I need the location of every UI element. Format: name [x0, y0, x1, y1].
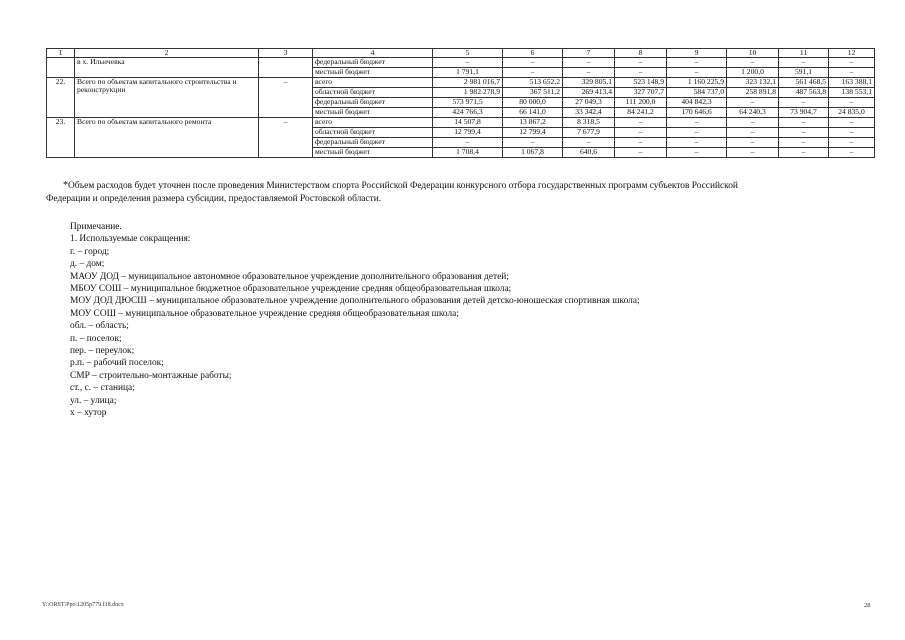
table-header-cell: 8 — [615, 49, 667, 58]
table-header-cell: 3 — [259, 49, 313, 58]
value-cell: 1 982 278,9 — [433, 88, 503, 98]
value-cell: 24 835,0 — [829, 108, 875, 118]
abbreviation-item: обл. – область; — [70, 321, 129, 332]
value-cell: – — [667, 58, 727, 68]
row-number: 22. — [47, 78, 75, 118]
value-cell: 404 842,3 — [667, 98, 727, 108]
value-cell: – — [667, 148, 727, 158]
value-cell: 64 240,3 — [727, 108, 779, 118]
value-cell: – — [829, 118, 875, 128]
table-row — [47, 58, 875, 68]
value-cell: 14 507,8 — [433, 118, 503, 128]
budget-type: местный бюджет — [313, 108, 433, 118]
footer-file-path: Y:\ORST\Ppo\1205p779.f18.docx — [42, 602, 124, 608]
value-cell: 269 413,4 — [563, 88, 615, 98]
value-cell: – — [615, 138, 667, 148]
table-header-cell: 2 — [75, 49, 259, 58]
table-row — [47, 118, 875, 128]
abbreviation-item: пер. – переулок; — [70, 346, 135, 357]
value-cell: 323 132,1 — [727, 78, 779, 88]
abbreviation-item: д. – дом; — [70, 259, 105, 270]
value-cell: – — [563, 58, 615, 68]
value-cell: – — [829, 128, 875, 138]
abbreviation-item: СМР – строительно-монтажные работы; — [70, 370, 232, 381]
value-cell: – — [503, 58, 563, 68]
table-header-cell: 11 — [779, 49, 829, 58]
notes-title: Примечание. — [70, 222, 122, 232]
value-cell: – — [779, 138, 829, 148]
value-cell: 138 553,1 — [829, 88, 875, 98]
value-cell: 8 318,5 — [563, 118, 615, 128]
value-cell: 513 652,2 — [503, 78, 563, 88]
table-row — [47, 78, 875, 88]
value-cell: – — [829, 58, 875, 68]
value-cell: – — [433, 138, 503, 148]
value-cell: 367 511,2 — [503, 88, 563, 98]
abbreviation-item: МОУ ДОД ДЮСШ – муниципальное образовательное учреждение дополнительного образования детей детско-юношеская спортивная школа; — [70, 296, 640, 307]
value-cell: 523 148,9 — [615, 78, 667, 88]
budget-type: федеральный бюджет — [313, 98, 433, 108]
budget-type: областной бюджет — [313, 88, 433, 98]
value-cell: – — [779, 128, 829, 138]
abbreviation-item: МОУ СОШ – муниципальное образовательное учреждение средняя общеобразовательная школа; — [70, 308, 459, 319]
abbreviation-item: МАОУ ДОД – муниципальное автономное образовательное учреждение дополнительного образования детей; — [70, 271, 509, 282]
col3-value: – — [259, 118, 313, 158]
value-cell: – — [667, 128, 727, 138]
value-cell: 84 241,2 — [615, 108, 667, 118]
value-cell: 80 000,0 — [503, 98, 563, 108]
value-cell: 13 867,2 — [503, 118, 563, 128]
budget-type: областной бюджет — [313, 128, 433, 138]
value-cell: – — [615, 148, 667, 158]
footnote-line-2: Федерации и определения размера субсидии, предоставляемой Ростовской области. — [46, 194, 382, 204]
table-header-cell: 12 — [829, 49, 875, 58]
value-cell: – — [667, 68, 727, 78]
value-cell: 66 141,0 — [503, 108, 563, 118]
value-cell: – — [727, 98, 779, 108]
row-number — [47, 58, 75, 78]
table-header-cell: 5 — [433, 49, 503, 58]
value-cell: 1 708,4 — [433, 148, 503, 158]
value-cell: 33 342,4 — [563, 108, 615, 118]
value-cell: 73 904,7 — [779, 108, 829, 118]
table-header-cell: 10 — [727, 49, 779, 58]
value-cell: 1 067,8 — [503, 148, 563, 158]
value-cell: – — [563, 138, 615, 148]
abbreviation-item: ул. – улица; — [70, 395, 117, 406]
value-cell: – — [727, 128, 779, 138]
value-cell: 640,6 — [563, 148, 615, 158]
budget-type: местный бюджет — [313, 148, 433, 158]
value-cell: 573 971,5 — [433, 98, 503, 108]
value-cell: – — [615, 118, 667, 128]
value-cell: 111 200,0 — [615, 98, 667, 108]
value-cell: 1 160 225,9 — [667, 78, 727, 88]
value-cell: 7 677,9 — [563, 128, 615, 138]
value-cell: 1 791,1 — [433, 68, 503, 78]
notes-subtitle: 1. Используемые сокращения: — [70, 234, 191, 245]
value-cell: – — [779, 58, 829, 68]
value-cell: 12 799,4 — [503, 128, 563, 138]
value-cell: – — [829, 138, 875, 148]
budget-type: федеральный бюджет — [313, 58, 433, 68]
table-header-cell: 6 — [503, 49, 563, 58]
table-header-row — [47, 49, 875, 58]
abbreviation-item: р.п. – рабочий поселок; — [70, 358, 164, 369]
table-header-cell: 9 — [667, 49, 727, 58]
abbreviation-item: г. – город; — [70, 246, 110, 257]
value-cell: 424 766,3 — [433, 108, 503, 118]
value-cell: – — [503, 138, 563, 148]
abbreviation-item: МБОУ СОШ – муниципальное бюджетное образовательное учреждение средняя общеобразовательная школа; — [70, 284, 512, 295]
budget-table — [46, 48, 875, 158]
value-cell: 1 200,0 — [727, 68, 779, 78]
value-cell: – — [615, 58, 667, 68]
value-cell: – — [727, 118, 779, 128]
value-cell: – — [779, 148, 829, 158]
object-name: в х. Ильичевка — [75, 58, 259, 78]
value-cell: – — [667, 138, 727, 148]
budget-type: всего — [313, 118, 433, 128]
value-cell: – — [727, 148, 779, 158]
value-cell: – — [615, 68, 667, 78]
value-cell: 591,1 — [779, 68, 829, 78]
value-cell: – — [433, 58, 503, 68]
value-cell: 584 737,0 — [667, 88, 727, 98]
col3-value: – — [259, 78, 313, 118]
value-cell: – — [667, 118, 727, 128]
value-cell: 327 707,7 — [615, 88, 667, 98]
value-cell: – — [829, 68, 875, 78]
abbreviation-item: п. – поселок; — [70, 333, 122, 344]
value-cell: 487 563,8 — [779, 88, 829, 98]
table-header-cell: 7 — [563, 49, 615, 58]
value-cell: – — [779, 118, 829, 128]
row-number: 23. — [47, 118, 75, 158]
value-cell: 329 805,1 — [563, 78, 615, 88]
value-cell: 258 891,8 — [727, 88, 779, 98]
object-name: Всего по объектам капитального строительства и реконструкции — [75, 78, 259, 118]
abbreviation-item: х – хутор — [70, 408, 107, 419]
value-cell: – — [829, 148, 875, 158]
budget-type: местный бюджет — [313, 68, 433, 78]
page-number: 28 — [864, 602, 871, 609]
value-cell: 561 468,5 — [779, 78, 829, 88]
footnote-asterisk: * — [63, 180, 68, 191]
value-cell: – — [779, 98, 829, 108]
value-cell: – — [615, 128, 667, 138]
value-cell: – — [503, 68, 563, 78]
value-cell: 12 799,4 — [433, 128, 503, 138]
value-cell: – — [727, 58, 779, 68]
budget-type: федеральный бюджет — [313, 138, 433, 148]
col3-value — [259, 58, 313, 78]
value-cell: – — [829, 98, 875, 108]
footnote-line-1: Объем расходов будет уточнен после проведения Министерством спорта Российской Федерации конкурсного отбора государственных программ субъектов Российской — [68, 181, 738, 191]
value-cell: – — [563, 68, 615, 78]
value-cell: – — [727, 138, 779, 148]
value-cell: 2 981 016,7 — [433, 78, 503, 88]
budget-type: всего — [313, 78, 433, 88]
table-header-cell: 1 — [47, 49, 75, 58]
value-cell: 170 646,6 — [667, 108, 727, 118]
value-cell: 163 388,1 — [829, 78, 875, 88]
object-name: Всего по объектам капитального ремонта — [75, 118, 259, 158]
value-cell: 27 049,3 — [563, 98, 615, 108]
abbreviation-item: ст., с. – станица; — [70, 383, 135, 394]
footnote — [46, 179, 875, 206]
table-header-cell: 4 — [313, 49, 433, 58]
notes-section — [70, 221, 850, 420]
